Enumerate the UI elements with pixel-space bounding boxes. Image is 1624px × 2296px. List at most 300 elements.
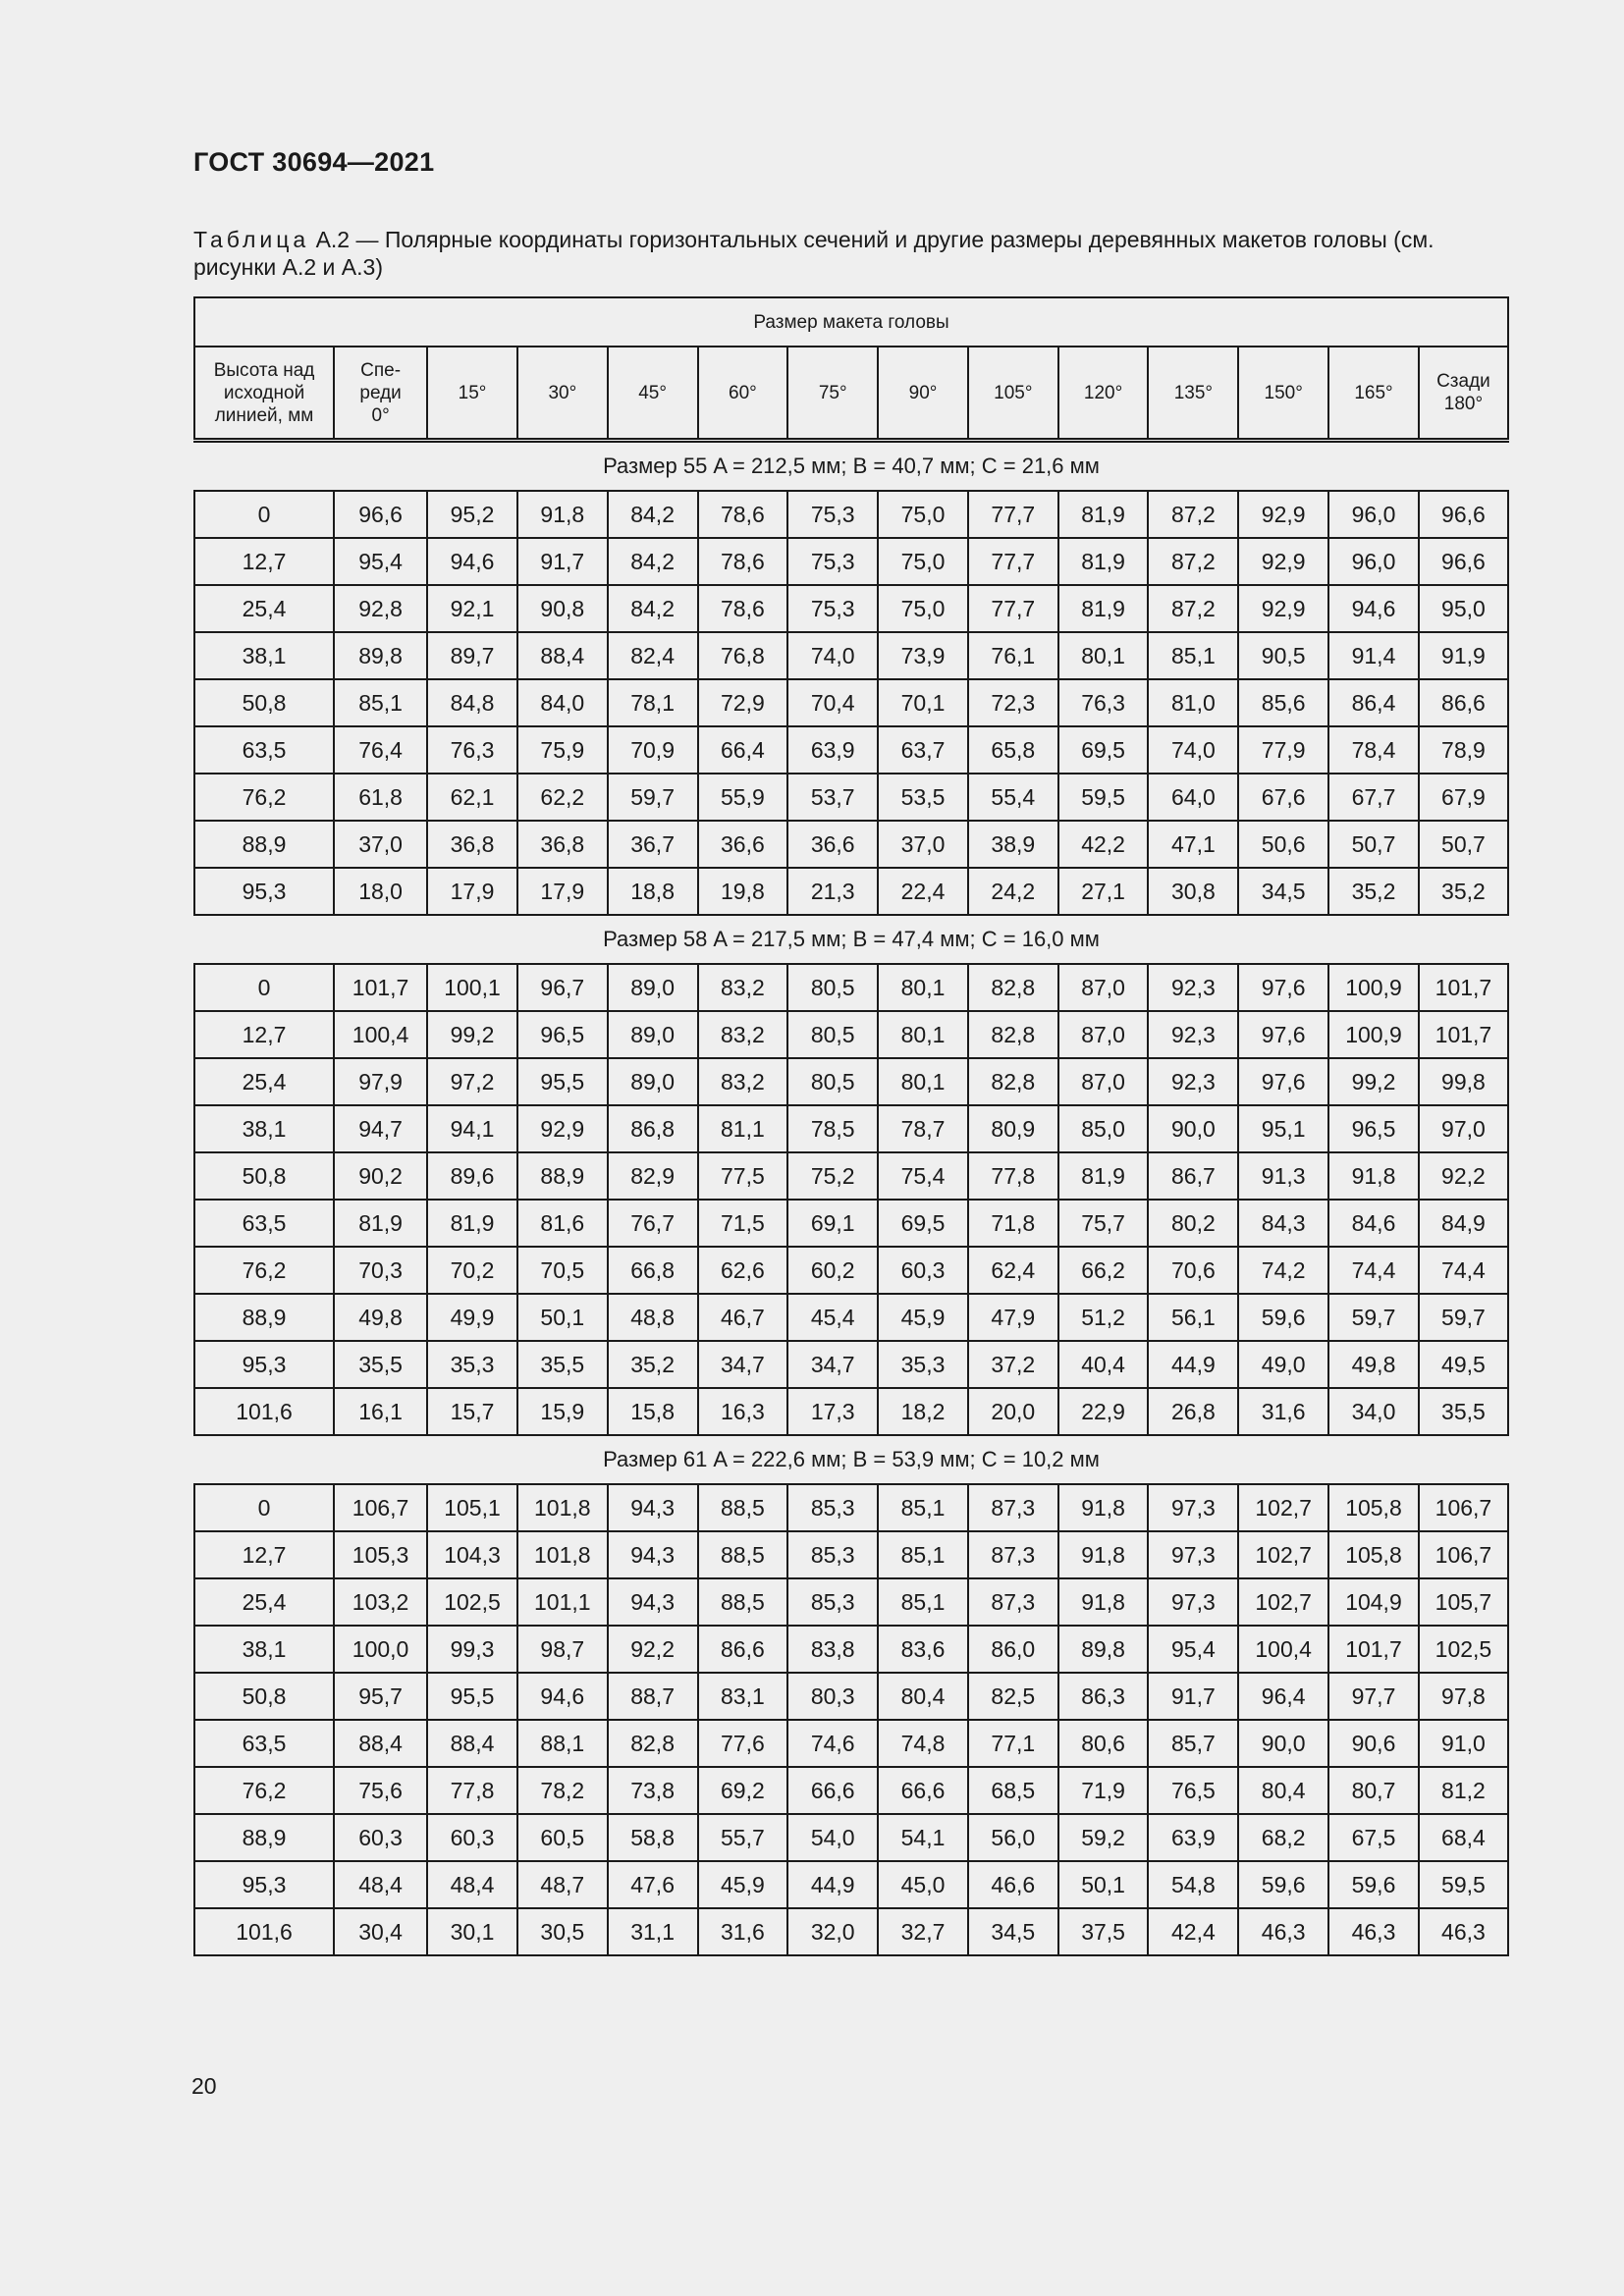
table-cell: 46,3 [1419, 1908, 1508, 1955]
table-cell: 59,7 [1419, 1294, 1508, 1341]
table-cell: 81,1 [698, 1105, 788, 1152]
table-cell: 106,7 [1419, 1531, 1508, 1578]
table-row [194, 632, 1508, 679]
table-cell: 96,5 [517, 1011, 608, 1058]
table-cell: 84,2 [608, 538, 698, 585]
table-cell: 105,1 [427, 1484, 517, 1531]
table-cell: 81,9 [1058, 585, 1149, 632]
table-cell: 32,7 [878, 1908, 968, 1955]
table-cell: 46,7 [698, 1294, 788, 1341]
table-cell: 77,7 [968, 491, 1058, 538]
table-cell: 80,1 [878, 1011, 968, 1058]
table-cell: 94,3 [608, 1578, 698, 1626]
table-cell: 66,8 [608, 1247, 698, 1294]
column-header-line: 0° [371, 404, 390, 426]
table-cell: 83,2 [698, 1011, 788, 1058]
table-cell: 55,4 [968, 774, 1058, 821]
table-cell: 47,9 [968, 1294, 1058, 1341]
table-cell: 102,7 [1238, 1531, 1328, 1578]
table-cell: 73,9 [878, 632, 968, 679]
table-cell: 92,2 [608, 1626, 698, 1673]
table-cell: 44,9 [787, 1861, 878, 1908]
table-cell: 81,9 [1058, 491, 1149, 538]
table-cell: 77,7 [968, 538, 1058, 585]
table-cell: 22,9 [1058, 1388, 1149, 1435]
column-header-line: 105° [994, 382, 1033, 403]
column-header-line: 180° [1443, 394, 1484, 414]
table-cell: 35,2 [1419, 868, 1508, 915]
row-height-cell: 38,1 [194, 1626, 334, 1673]
table-cell: 67,9 [1419, 774, 1508, 821]
table-cell: 92,9 [517, 1105, 608, 1152]
table-cell: 85,6 [1238, 679, 1328, 726]
table-cell: 100,1 [427, 964, 517, 1011]
table-cell: 81,6 [517, 1200, 608, 1247]
table-cell: 36,8 [427, 821, 517, 868]
column-header [698, 347, 788, 441]
table-row [194, 1484, 1508, 1531]
table-cell: 87,0 [1058, 964, 1149, 1011]
table-cell: 81,9 [1058, 1152, 1149, 1200]
column-header-line: 30° [548, 382, 577, 403]
table-cell: 15,9 [517, 1388, 608, 1435]
table-row [194, 1058, 1508, 1105]
table-cell: 95,2 [427, 491, 517, 538]
row-height-cell: 101,6 [194, 1388, 334, 1435]
row-height-cell: 101,6 [194, 1908, 334, 1955]
table-cell: 37,0 [334, 821, 427, 868]
table-cell: 101,1 [517, 1578, 608, 1626]
table-cell: 87,2 [1148, 585, 1238, 632]
table-cell: 63,9 [1148, 1814, 1238, 1861]
table-cell: 35,5 [517, 1341, 608, 1388]
column-header [517, 347, 608, 441]
table-cell: 40,4 [1058, 1341, 1149, 1388]
table-cell: 62,6 [698, 1247, 788, 1294]
table-cell: 37,5 [1058, 1908, 1149, 1955]
table-cell: 90,2 [334, 1152, 427, 1200]
table-row [194, 1388, 1508, 1435]
table-cell: 97,2 [427, 1058, 517, 1105]
table-cell: 45,9 [698, 1861, 788, 1908]
table-cell: 60,3 [334, 1814, 427, 1861]
head-model-table [193, 296, 1509, 1956]
table-cell: 30,8 [1148, 868, 1238, 915]
table-body [194, 441, 1508, 1956]
table-cell: 92,9 [1238, 585, 1328, 632]
table-cell: 77,5 [698, 1152, 788, 1200]
row-height-cell: 63,5 [194, 1720, 334, 1767]
table-cell: 82,8 [608, 1720, 698, 1767]
table-cell: 88,1 [517, 1720, 608, 1767]
row-height-cell: 88,9 [194, 821, 334, 868]
table-row [194, 1814, 1508, 1861]
table-cell: 101,7 [1419, 1011, 1508, 1058]
table-row [194, 585, 1508, 632]
table-cell: 35,2 [608, 1341, 698, 1388]
table-cell: 94,7 [334, 1105, 427, 1152]
table-cell: 53,7 [787, 774, 878, 821]
table-cell: 59,5 [1058, 774, 1149, 821]
table-cell: 34,0 [1328, 1388, 1419, 1435]
table-cell: 70,3 [334, 1247, 427, 1294]
table-cell: 63,7 [878, 726, 968, 774]
table-cell: 105,8 [1328, 1484, 1419, 1531]
table-cell: 92,3 [1148, 964, 1238, 1011]
table-cell: 75,4 [878, 1152, 968, 1200]
table-cell: 67,6 [1238, 774, 1328, 821]
table-cell: 76,3 [1058, 679, 1149, 726]
table-cell: 83,6 [878, 1626, 968, 1673]
row-height-cell: 25,4 [194, 585, 334, 632]
table-cell: 54,0 [787, 1814, 878, 1861]
column-header [1238, 347, 1328, 441]
column-header-row [194, 347, 1508, 441]
document-code: ГОСТ 30694—2021 [193, 147, 435, 177]
table-cell: 74,8 [878, 1720, 968, 1767]
section-header-row [194, 1435, 1508, 1484]
table-cell: 35,2 [1328, 868, 1419, 915]
table-cell: 37,0 [878, 821, 968, 868]
table-cell: 77,6 [698, 1720, 788, 1767]
table-cell: 101,7 [1419, 964, 1508, 1011]
table-cell: 94,6 [517, 1673, 608, 1720]
row-height-cell: 88,9 [194, 1294, 334, 1341]
table-cell: 97,3 [1148, 1531, 1238, 1578]
table-cell: 42,2 [1058, 821, 1149, 868]
table-cell: 75,3 [787, 538, 878, 585]
table-cell: 21,3 [787, 868, 878, 915]
column-header [1148, 347, 1238, 441]
row-height-cell: 76,2 [194, 774, 334, 821]
table-cell: 102,5 [427, 1578, 517, 1626]
table-cell: 81,9 [1058, 538, 1149, 585]
table-cell: 38,9 [968, 821, 1058, 868]
table-cell: 16,3 [698, 1388, 788, 1435]
table-cell: 36,7 [608, 821, 698, 868]
table-cell: 84,9 [1419, 1200, 1508, 1247]
table-cell: 96,6 [1419, 538, 1508, 585]
row-height-cell: 95,3 [194, 868, 334, 915]
table-cell: 99,3 [427, 1626, 517, 1673]
table-cell: 75,0 [878, 585, 968, 632]
table-cell: 78,7 [878, 1105, 968, 1152]
row-height-cell: 38,1 [194, 632, 334, 679]
table-cell: 80,1 [878, 964, 968, 1011]
table-cell: 34,7 [787, 1341, 878, 1388]
table-cell: 85,3 [787, 1484, 878, 1531]
table-cell: 80,4 [1238, 1767, 1328, 1814]
table-cell: 97,3 [1148, 1484, 1238, 1531]
table-cell: 56,1 [1148, 1294, 1238, 1341]
table-cell: 62,1 [427, 774, 517, 821]
table-cell: 90,6 [1328, 1720, 1419, 1767]
table-row [194, 726, 1508, 774]
table-cell: 46,3 [1328, 1908, 1419, 1955]
table-cell: 81,2 [1419, 1767, 1508, 1814]
table-cell: 31,6 [1238, 1388, 1328, 1435]
table-cell: 78,6 [698, 491, 788, 538]
table-cell: 49,9 [427, 1294, 517, 1341]
table-cell: 74,4 [1328, 1247, 1419, 1294]
table-cell: 35,3 [427, 1341, 517, 1388]
column-header [194, 347, 334, 441]
table-cell: 87,2 [1148, 491, 1238, 538]
table-cell: 34,7 [698, 1341, 788, 1388]
table-cell: 45,9 [878, 1294, 968, 1341]
table-cell: 101,7 [334, 964, 427, 1011]
table-cell: 85,3 [787, 1531, 878, 1578]
table-cell: 97,8 [1419, 1673, 1508, 1720]
table-cell: 88,4 [334, 1720, 427, 1767]
column-header [334, 347, 427, 441]
table-cell: 17,3 [787, 1388, 878, 1435]
table-cell: 84,0 [517, 679, 608, 726]
table-cell: 82,8 [968, 1058, 1058, 1105]
table-row [194, 1247, 1508, 1294]
table-cell: 70,5 [517, 1247, 608, 1294]
table-cell: 18,0 [334, 868, 427, 915]
table-cell: 61,8 [334, 774, 427, 821]
table-cell: 104,3 [427, 1531, 517, 1578]
table-cell: 106,7 [334, 1484, 427, 1531]
table-cell: 17,9 [517, 868, 608, 915]
table-cell: 69,2 [698, 1767, 788, 1814]
table-cell: 22,4 [878, 868, 968, 915]
column-header-line: Спе- [360, 359, 402, 381]
row-height-cell: 76,2 [194, 1767, 334, 1814]
table-cell: 81,9 [334, 1200, 427, 1247]
table-cell: 65,8 [968, 726, 1058, 774]
table-cell: 103,2 [334, 1578, 427, 1626]
table-cell: 85,1 [878, 1531, 968, 1578]
table-cell: 101,7 [1328, 1626, 1419, 1673]
table-cell: 88,4 [517, 632, 608, 679]
table-row [194, 868, 1508, 915]
table-cell: 75,3 [787, 585, 878, 632]
table-cell: 78,4 [1328, 726, 1419, 774]
table-cell: 75,9 [517, 726, 608, 774]
table-cell: 89,0 [608, 964, 698, 1011]
table-cell: 72,3 [968, 679, 1058, 726]
table-cell: 75,7 [1058, 1200, 1149, 1247]
table-cell: 91,3 [1238, 1152, 1328, 1200]
table-cell: 30,5 [517, 1908, 608, 1955]
table-cell: 31,6 [698, 1908, 788, 1955]
table-cell: 24,2 [968, 868, 1058, 915]
table-cell: 49,8 [1328, 1341, 1419, 1388]
table-cell: 47,1 [1148, 821, 1238, 868]
table-cell: 80,1 [1058, 632, 1149, 679]
table-cell: 96,7 [517, 964, 608, 1011]
row-height-cell: 25,4 [194, 1578, 334, 1626]
table-cell: 87,0 [1058, 1011, 1149, 1058]
table-row [194, 1105, 1508, 1152]
table-cell: 89,7 [427, 632, 517, 679]
table-cell: 86,8 [608, 1105, 698, 1152]
table-cell: 96,0 [1328, 538, 1419, 585]
table-cell: 97,6 [1238, 964, 1328, 1011]
column-header-line: 150° [1264, 382, 1303, 403]
section-header-row [194, 915, 1508, 964]
table-cell: 94,6 [1328, 585, 1419, 632]
table-caption-prefix: Таблица [193, 227, 310, 252]
table-cell: 90,0 [1148, 1105, 1238, 1152]
table-cell: 55,7 [698, 1814, 788, 1861]
table-cell: 62,4 [968, 1247, 1058, 1294]
table-cell: 97,0 [1419, 1105, 1508, 1152]
table-cell: 89,6 [427, 1152, 517, 1200]
table-cell: 83,2 [698, 964, 788, 1011]
table-cell: 89,0 [608, 1011, 698, 1058]
row-height-cell: 50,8 [194, 1673, 334, 1720]
table-cell: 51,2 [1058, 1294, 1149, 1341]
table-cell: 97,3 [1148, 1578, 1238, 1626]
table-row [194, 1861, 1508, 1908]
table-cell: 102,7 [1238, 1484, 1328, 1531]
table-cell: 70,6 [1148, 1247, 1238, 1294]
table-cell: 59,7 [1328, 1294, 1419, 1341]
table-row [194, 1720, 1508, 1767]
table-cell: 49,0 [1238, 1341, 1328, 1388]
table-cell: 80,7 [1328, 1767, 1419, 1814]
table-cell: 91,7 [1148, 1673, 1238, 1720]
table-cell: 75,0 [878, 491, 968, 538]
table-cell: 95,0 [1419, 585, 1508, 632]
column-header-line: 165° [1354, 382, 1393, 403]
table-cell: 85,1 [878, 1578, 968, 1626]
table-row [194, 538, 1508, 585]
column-header [1328, 347, 1419, 441]
table-cell: 90,5 [1238, 632, 1328, 679]
table-cell: 18,8 [608, 868, 698, 915]
table-cell: 89,8 [334, 632, 427, 679]
table-cell: 63,9 [787, 726, 878, 774]
table-row [194, 679, 1508, 726]
table-cell: 100,9 [1328, 1011, 1419, 1058]
row-height-cell: 25,4 [194, 1058, 334, 1105]
table-cell: 62,2 [517, 774, 608, 821]
table-cell: 50,7 [1328, 821, 1419, 868]
table-cell: 100,4 [1238, 1626, 1328, 1673]
table-cell: 55,9 [698, 774, 788, 821]
table-cell: 91,4 [1328, 632, 1419, 679]
table-cell: 96,6 [334, 491, 427, 538]
table-cell: 80,5 [787, 1058, 878, 1105]
table-row [194, 821, 1508, 868]
table-cell: 82,4 [608, 632, 698, 679]
table-cell: 59,6 [1328, 1861, 1419, 1908]
table-cell: 86,3 [1058, 1673, 1149, 1720]
table-cell: 37,2 [968, 1341, 1058, 1388]
table-row [194, 1578, 1508, 1626]
table-cell: 75,3 [787, 491, 878, 538]
table-cell: 86,0 [968, 1626, 1058, 1673]
table-row [194, 1294, 1508, 1341]
table-cell: 90,0 [1238, 1720, 1328, 1767]
table-cell: 83,2 [698, 1058, 788, 1105]
table-cell: 85,3 [787, 1578, 878, 1626]
column-header-line: 60° [729, 382, 757, 403]
table-row [194, 1200, 1508, 1247]
table-cell: 18,2 [878, 1388, 968, 1435]
table-cell: 30,1 [427, 1908, 517, 1955]
table-cell: 87,3 [968, 1484, 1058, 1531]
table-cell: 80,5 [787, 964, 878, 1011]
table-cell: 76,3 [427, 726, 517, 774]
table-cell: 89,0 [608, 1058, 698, 1105]
table-cell: 96,4 [1238, 1673, 1328, 1720]
table-cell: 48,4 [427, 1861, 517, 1908]
table-cell: 32,0 [787, 1908, 878, 1955]
table-cell: 60,2 [787, 1247, 878, 1294]
column-header-line: 120° [1083, 382, 1123, 403]
table-cell: 81,9 [427, 1200, 517, 1247]
column-header [968, 347, 1058, 441]
table-cell: 70,9 [608, 726, 698, 774]
table-cell: 77,9 [1238, 726, 1328, 774]
table-cell: 49,5 [1419, 1341, 1508, 1388]
table-row [194, 491, 1508, 538]
table-cell: 46,3 [1238, 1908, 1328, 1955]
table-cell: 71,9 [1058, 1767, 1149, 1814]
table-row [194, 1767, 1508, 1814]
table-cell: 15,7 [427, 1388, 517, 1435]
table-cell: 106,7 [1419, 1484, 1508, 1531]
table-cell: 76,5 [1148, 1767, 1238, 1814]
table-cell: 89,8 [1058, 1626, 1149, 1673]
table-cell: 87,2 [1148, 538, 1238, 585]
table-cell: 77,1 [968, 1720, 1058, 1767]
table-cell: 50,1 [517, 1294, 608, 1341]
table-cell: 94,3 [608, 1484, 698, 1531]
table-cell: 48,4 [334, 1861, 427, 1908]
row-height-cell: 38,1 [194, 1105, 334, 1152]
table-cell: 77,8 [427, 1767, 517, 1814]
table-cell: 74,4 [1419, 1247, 1508, 1294]
table-cell: 59,6 [1238, 1294, 1328, 1341]
table-cell: 66,6 [878, 1767, 968, 1814]
table-cell: 80,6 [1058, 1720, 1149, 1767]
table-cell: 45,4 [787, 1294, 878, 1341]
table-cell: 92,3 [1148, 1011, 1238, 1058]
table-cell: 95,1 [1238, 1105, 1328, 1152]
table-cell: 35,5 [1419, 1388, 1508, 1435]
table-cell: 105,7 [1419, 1578, 1508, 1626]
table-row [194, 1152, 1508, 1200]
table-cell: 58,8 [608, 1814, 698, 1861]
table-cell: 86,6 [1419, 679, 1508, 726]
table-cell: 67,7 [1328, 774, 1419, 821]
table-cell: 85,1 [1148, 632, 1238, 679]
table-cell: 86,4 [1328, 679, 1419, 726]
table-cell: 102,5 [1419, 1626, 1508, 1673]
table-cell: 88,5 [698, 1531, 788, 1578]
table-cell: 60,3 [427, 1814, 517, 1861]
table-cell: 97,6 [1238, 1011, 1328, 1058]
column-header-line: реди [359, 382, 402, 403]
table-cell: 97,9 [334, 1058, 427, 1105]
table-cell: 84,3 [1238, 1200, 1328, 1247]
table-cell: 78,6 [698, 585, 788, 632]
table-cell: 75,2 [787, 1152, 878, 1200]
table-cell: 70,4 [787, 679, 878, 726]
row-height-cell: 50,8 [194, 1152, 334, 1200]
table-cell: 68,2 [1238, 1814, 1328, 1861]
row-height-cell: 12,7 [194, 1531, 334, 1578]
table-cell: 94,6 [427, 538, 517, 585]
table-cell: 68,5 [968, 1767, 1058, 1814]
